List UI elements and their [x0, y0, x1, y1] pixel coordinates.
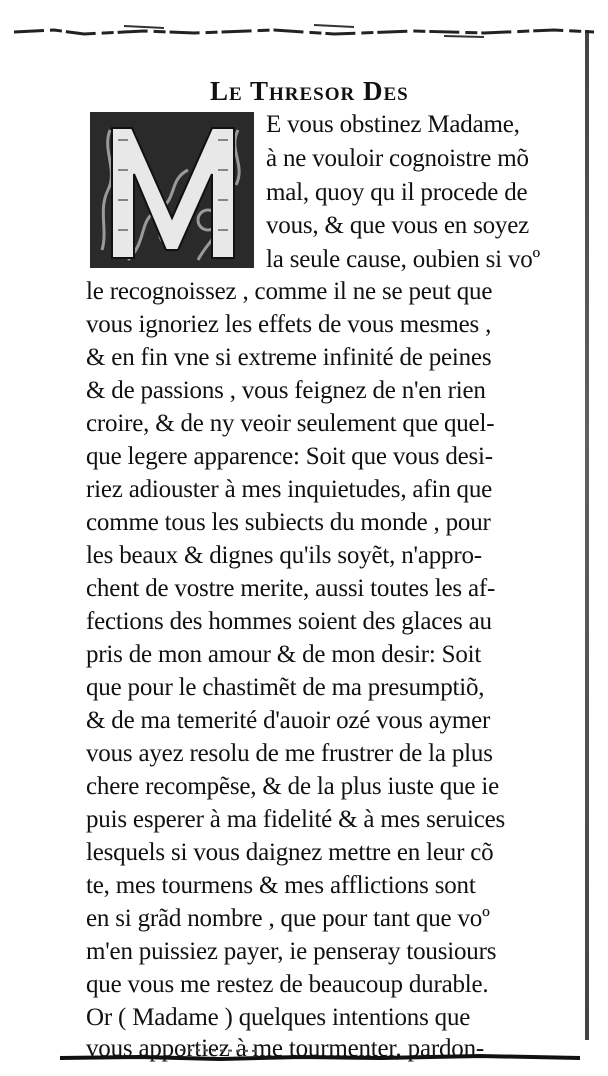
text-line: E vous obstinez Madame,: [266, 111, 520, 138]
text-line: vous ayez resolu de me frustrer de la plus: [86, 740, 493, 767]
text-line: & en fin vne si extreme infinité de peines: [86, 344, 492, 371]
text-line: fections des hommes soient des glaces au: [86, 608, 492, 635]
text-line: les beaux & dignes qu'ils soyẽt, n'appro-: [86, 542, 482, 569]
text-line: la seule cause, oubien si voº: [266, 246, 541, 273]
text-line: que pour le chastimẽt de ma presumptiõ,: [86, 674, 485, 701]
text-line: le recognoissez , comme il ne se peut que: [86, 278, 493, 305]
text-line: puis esperer à ma fidelité & à mes seruices: [86, 806, 506, 833]
text-line: m'en puissiez payer, ie penseray tousiours: [86, 938, 497, 965]
text-line: chere recompẽse, & de la plus iuste que ie: [86, 773, 499, 800]
right-page-edge: [585, 30, 589, 1040]
text-line: riez adiouster à mes inquietudes, afin que: [86, 476, 493, 503]
text-line: lesquels si vous daignez mettre en leur cõ: [86, 839, 494, 866]
text-line: croire, & de ny veoir seulement que quel-: [86, 410, 495, 437]
text-line: & de passions , vous feignez de n'en rien: [86, 377, 486, 404]
bottom-edge-artifact: [60, 1046, 580, 1064]
text-line: chent de vostre merite, aussi toutes les af-: [86, 575, 496, 602]
text-line: comme tous les subiects du monde , pour: [86, 509, 491, 536]
text-line: à ne vouloir cognoistre mõ: [266, 145, 529, 172]
text-line: pris de mon amour & de mon desir: Soit: [86, 641, 482, 668]
text-line: vous ignoriez les effets de vous mesmes ,: [86, 311, 492, 338]
text-line: mal, quoy qu il procede de: [266, 179, 528, 206]
ornate-initial-m: [88, 110, 256, 270]
text-line: que legere apparence: Soit que vous desi-: [86, 443, 493, 470]
text-line: te, mes tourmens & mes afflictions sont: [86, 872, 476, 899]
top-edge-artifact: [14, 22, 594, 42]
text-line: vous, & que vous en soyez: [266, 212, 530, 239]
text-line: & de ma temerité d'auoir ozé vous aymer: [86, 707, 491, 734]
text-line: vous apportiez à me tourmenter, pardon-: [86, 1035, 484, 1062]
text-line: en si grãd nombre , que pour tant que voº: [86, 905, 490, 932]
text-line: Or ( Madame ) quelques intentions que: [86, 1004, 471, 1031]
running-head: Le Thresor Des: [210, 76, 409, 106]
text-line: que vous me restez de beaucoup durable.: [86, 971, 489, 998]
